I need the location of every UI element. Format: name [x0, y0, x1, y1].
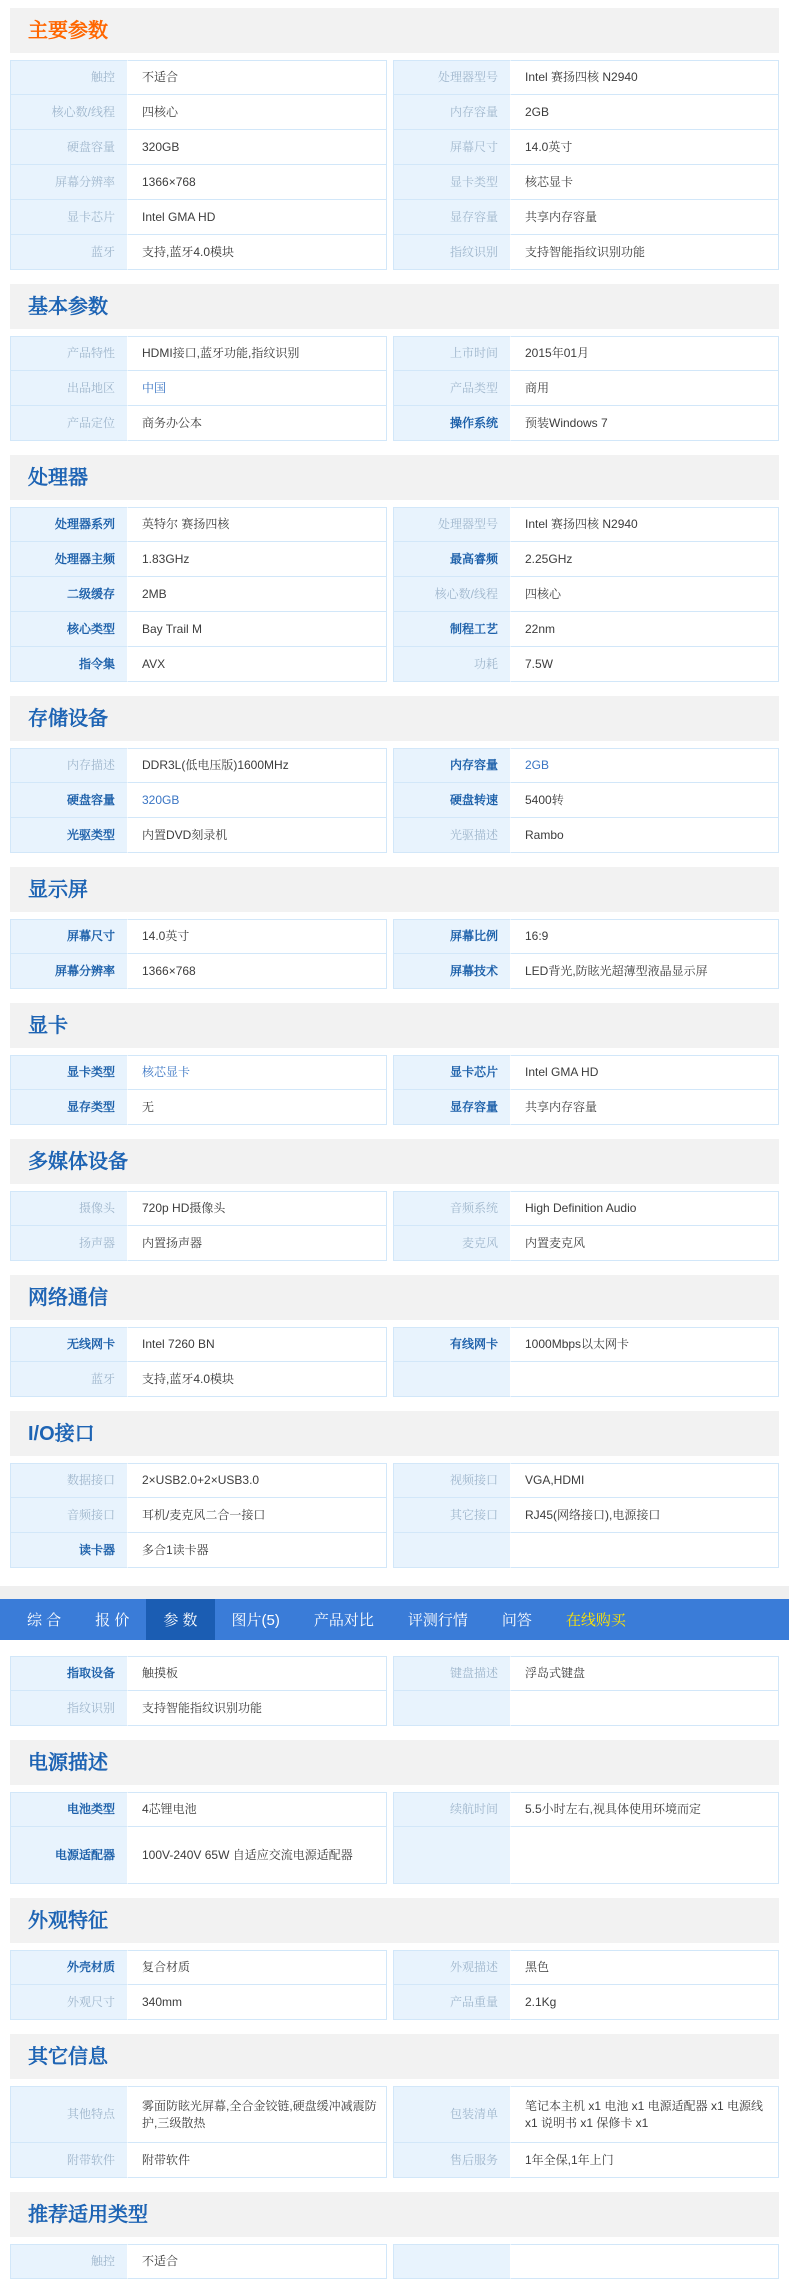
spec-row [10, 783, 779, 818]
spec-table [10, 336, 779, 441]
spec-row [10, 1226, 779, 1261]
spec-label: 显卡类型 [393, 165, 511, 200]
spec-value-link[interactable]: 中国 [128, 371, 387, 406]
spec-table [10, 1055, 779, 1125]
spec-label [393, 2244, 511, 2279]
spec-value: 720p HD摄像头 [128, 1191, 387, 1226]
spec-value: 7.5W [511, 647, 779, 682]
section-title: 电源描述 [28, 1751, 108, 1774]
spec-label: 二级缓存 [10, 577, 128, 612]
spec-table [10, 60, 779, 270]
spec-label: 无线网卡 [10, 1327, 128, 1362]
spec-row [10, 577, 779, 612]
spec-row [10, 1327, 779, 1362]
section-title: 处理器 [28, 466, 88, 489]
section [10, 1898, 779, 2020]
section [10, 284, 779, 441]
spec-value: 2015年01月 [511, 336, 779, 371]
section-title: 多媒体设备 [28, 1150, 128, 1173]
section-header [10, 1003, 779, 1048]
spec-label [393, 1533, 511, 1568]
spec-label: 有线网卡 [393, 1327, 511, 1362]
spec-row [10, 1827, 779, 1884]
spec-row [10, 954, 779, 989]
spec-value: 2.25GHz [511, 542, 779, 577]
section-title: 基本参数 [28, 295, 108, 318]
spec-value: Intel 7260 BN [128, 1327, 387, 1362]
section-header [10, 455, 779, 500]
spec-label: 显存类型 [10, 1090, 128, 1125]
spec-value: 22nm [511, 612, 779, 647]
section-title: I/O接口 [28, 1422, 95, 1445]
spec-label [393, 1691, 511, 1726]
spec-row [10, 2143, 779, 2178]
spec-label: 外壳材质 [10, 1950, 128, 1985]
spec-label: 内存描述 [10, 748, 128, 783]
spec-value: 2×USB2.0+2×USB3.0 [128, 1463, 387, 1498]
nav-bar [0, 1599, 789, 1640]
spec-value: 1000Mbps以太网卡 [511, 1327, 779, 1362]
spec-label: 出品地区 [10, 371, 128, 406]
spec-table [10, 1327, 779, 1397]
sections-top [10, 8, 779, 1568]
spec-row [10, 1985, 779, 2020]
section-header [10, 284, 779, 329]
spec-value: 340mm [128, 1985, 387, 2020]
spec-value: High Definition Audio [511, 1191, 779, 1226]
spec-label [393, 1362, 511, 1397]
nav-top-strip [0, 1586, 789, 1599]
section [10, 1275, 779, 1397]
spec-row [10, 1055, 779, 1090]
spec-value: 复合材质 [128, 1950, 387, 1985]
spec-value: AVX [128, 647, 387, 682]
spec-label: 核心数/线程 [10, 95, 128, 130]
spec-row [10, 95, 779, 130]
spec-row [10, 507, 779, 542]
section [10, 2192, 779, 2279]
spec-value: 多合1读卡器 [128, 1533, 387, 1568]
spec-value: 1366×768 [128, 165, 387, 200]
section [10, 1003, 779, 1125]
section-title: 推荐适用类型 [28, 2203, 148, 2226]
nav-tab-baojia[interactable]: 报 价 [95, 1612, 130, 1629]
section-title: 显示屏 [28, 878, 88, 901]
spec-value-link[interactable]: 2GB [511, 748, 779, 783]
spec-value: Intel 赛扬四核 N2940 [511, 60, 779, 95]
spec-label: 摄像头 [10, 1191, 128, 1226]
section-header [10, 1275, 779, 1320]
spec-label: 触控 [10, 2244, 128, 2279]
spec-label: 屏幕技术 [393, 954, 511, 989]
spec-label: 指取设备 [10, 1656, 128, 1691]
spec-value: 5400转 [511, 783, 779, 818]
spec-label: 售后服务 [393, 2143, 511, 2178]
spec-table [10, 919, 779, 989]
section-header [10, 2192, 779, 2237]
spec-row [10, 200, 779, 235]
spec-table [10, 2086, 779, 2178]
spec-value: Bay Trail M [128, 612, 387, 647]
spec-row [10, 336, 779, 371]
section-header [10, 696, 779, 741]
section [10, 1740, 779, 1884]
section-title: 存储设备 [28, 707, 108, 730]
spec-row [10, 818, 779, 853]
spec-label: 扬声器 [10, 1226, 128, 1261]
spec-label: 显卡芯片 [393, 1055, 511, 1090]
spec-label: 产品重量 [393, 1985, 511, 2020]
spec-label: 光驱类型 [10, 818, 128, 853]
spec-label: 内存容量 [393, 95, 511, 130]
spec-label: 核心类型 [10, 612, 128, 647]
spec-table [10, 1950, 779, 2020]
spec-label: 处理器型号 [393, 507, 511, 542]
spec-label: 麦克风 [393, 1226, 511, 1261]
spec-label: 数据接口 [10, 1463, 128, 1498]
nav-tab-canshu[interactable]: 参 数 [146, 1599, 214, 1640]
spec-row [10, 60, 779, 95]
spec-row [10, 1191, 779, 1226]
spec-value: 触摸板 [128, 1656, 387, 1691]
spec-table [10, 1656, 779, 1726]
spec-value: 笔记本主机 x1 电池 x1 电源适配器 x1 电源线 x1 说明书 x1 保修卡 x1 [511, 2086, 779, 2143]
spec-label: 其它接口 [393, 1498, 511, 1533]
spec-label: 音频接口 [10, 1498, 128, 1533]
spec-value: 核芯显卡 [511, 165, 779, 200]
section [10, 696, 779, 853]
spec-label: 屏幕比例 [393, 919, 511, 954]
spec-row [10, 1950, 779, 1985]
spec-page-bottom [0, 1648, 789, 2279]
section [10, 1411, 779, 1568]
spec-label: 屏幕分辨率 [10, 954, 128, 989]
spec-row [10, 1362, 779, 1397]
spec-label: 产品特性 [10, 336, 128, 371]
spec-value: 无 [128, 1090, 387, 1125]
section [10, 1139, 779, 1261]
spec-label: 音频系统 [393, 1191, 511, 1226]
spec-value: DDR3L(低电压版)1600MHz [128, 748, 387, 783]
spec-label: 硬盘容量 [10, 783, 128, 818]
spec-label: 硬盘容量 [10, 130, 128, 165]
spec-value: Intel 赛扬四核 N2940 [511, 507, 779, 542]
spec-value: 浮岛式键盘 [511, 1656, 779, 1691]
spec-value: 16:9 [511, 919, 779, 954]
spec-label: 蓝牙 [10, 1362, 128, 1397]
spec-value: 1366×768 [128, 954, 387, 989]
spec-value: 内置DVD刻录机 [128, 818, 387, 853]
spec-label: 视频接口 [393, 1463, 511, 1498]
spec-value: 耳机/麦克风二合一接口 [128, 1498, 387, 1533]
spec-row [10, 647, 779, 682]
spec-value: 共享内存容量 [511, 1090, 779, 1125]
spec-row [10, 1463, 779, 1498]
spec-value: 4芯锂电池 [128, 1792, 387, 1827]
section-title: 主要参数 [28, 19, 108, 42]
spec-value: 2MB [128, 577, 387, 612]
spec-label: 指令集 [10, 647, 128, 682]
spec-row [10, 406, 779, 441]
spec-table [10, 748, 779, 853]
spec-label: 指纹识别 [10, 1691, 128, 1726]
spec-row [10, 371, 779, 406]
spec-value: 四核心 [128, 95, 387, 130]
spec-value: 支持智能指纹识别功能 [511, 235, 779, 270]
section-title: 其它信息 [28, 2045, 108, 2068]
section-header [10, 867, 779, 912]
spec-row [10, 542, 779, 577]
section-header [10, 1411, 779, 1456]
spec-value: 不适合 [128, 2244, 387, 2279]
spec-row [10, 1533, 779, 1568]
spec-value: 2.1Kg [511, 1985, 779, 2020]
spec-label: 处理器型号 [393, 60, 511, 95]
spec-label: 内存容量 [393, 748, 511, 783]
spec-label: 读卡器 [10, 1533, 128, 1568]
spec-label: 蓝牙 [10, 235, 128, 270]
spec-row [10, 1656, 779, 1691]
spec-value-link[interactable]: 核芯显卡 [128, 1055, 387, 1090]
spec-value: 雾面防眩光屏幕,全合金铰链,硬盘缓冲减震防护,三级散热 [128, 2086, 387, 2143]
spec-value: 支持,蓝牙4.0模块 [128, 235, 387, 270]
spec-value: 黑色 [511, 1950, 779, 1985]
spec-value: Rambo [511, 818, 779, 853]
spec-table [10, 507, 779, 682]
section-header [10, 1898, 779, 1943]
spec-value: 1年全保,1年上门 [511, 2143, 779, 2178]
spec-label: 电池类型 [10, 1792, 128, 1827]
spec-value: 四核心 [511, 577, 779, 612]
nav-tab-tupian[interactable]: 图片(5) [231, 1612, 280, 1629]
spec-label: 硬盘转速 [393, 783, 511, 818]
spec-value: 1.83GHz [128, 542, 387, 577]
spec-label [393, 1827, 511, 1884]
spec-label: 电源适配器 [10, 1827, 128, 1884]
section-title: 外观特征 [28, 1909, 108, 1932]
spec-label: 显卡芯片 [10, 200, 128, 235]
spec-label: 屏幕尺寸 [393, 130, 511, 165]
spec-value: 内置麦克风 [511, 1226, 779, 1261]
spec-label: 续航时间 [393, 1792, 511, 1827]
sections-bottom [10, 1656, 779, 2279]
spec-row [10, 1792, 779, 1827]
section [10, 1656, 779, 1726]
spec-row [10, 919, 779, 954]
spec-row [10, 165, 779, 200]
spec-label: 键盘描述 [393, 1656, 511, 1691]
spec-value-link[interactable]: 320GB [128, 783, 387, 818]
spec-label: 触控 [10, 60, 128, 95]
spec-label: 产品定位 [10, 406, 128, 441]
spec-label: 核心数/线程 [393, 577, 511, 612]
spec-value: 内置扬声器 [128, 1226, 387, 1261]
spec-value: 附带软件 [128, 2143, 387, 2178]
spec-label: 包装清单 [393, 2086, 511, 2143]
spec-value: VGA,HDMI [511, 1463, 779, 1498]
section [10, 455, 779, 682]
spec-value [511, 1362, 779, 1397]
spec-value: 5.5小时左右,视具体使用环境而定 [511, 1792, 779, 1827]
nav-tab-goumai[interactable]: 在线购买 [565, 1612, 626, 1629]
section [10, 867, 779, 989]
section-title: 网络通信 [28, 1286, 108, 1309]
spec-label: 功耗 [393, 647, 511, 682]
spec-label: 最高睿频 [393, 542, 511, 577]
spec-label: 外观尺寸 [10, 1985, 128, 2020]
spec-value: 支持智能指纹识别功能 [128, 1691, 387, 1726]
spec-value: Intel GMA HD [511, 1055, 779, 1090]
spec-row [10, 235, 779, 270]
spec-label: 屏幕尺寸 [10, 919, 128, 954]
spec-label: 其他特点 [10, 2086, 128, 2143]
spec-value: 不适合 [128, 60, 387, 95]
spec-table [10, 1463, 779, 1568]
spec-value [511, 1691, 779, 1726]
spec-label: 操作系统 [393, 406, 511, 441]
spec-table [10, 1792, 779, 1884]
spec-value: 2GB [511, 95, 779, 130]
spec-value: 预装Windows 7 [511, 406, 779, 441]
spec-label: 屏幕分辨率 [10, 165, 128, 200]
spec-value: 14.0英寸 [511, 130, 779, 165]
spec-value [511, 1827, 779, 1884]
spec-value: 英特尔 赛扬四核 [128, 507, 387, 542]
spec-row [10, 2244, 779, 2279]
spec-value: 商务办公本 [128, 406, 387, 441]
spec-row [10, 2086, 779, 2143]
spec-value: Intel GMA HD [128, 200, 387, 235]
spec-label: 处理器主频 [10, 542, 128, 577]
spec-row [10, 1691, 779, 1726]
spec-label: 制程工艺 [393, 612, 511, 647]
spec-value: 100V-240V 65W 自适应交流电源适配器 [128, 1827, 387, 1884]
spec-value: RJ45(网络接口),电源接口 [511, 1498, 779, 1533]
spec-label: 显卡类型 [10, 1055, 128, 1090]
spec-value: 商用 [511, 371, 779, 406]
section-header [10, 2034, 779, 2079]
section-header [10, 8, 779, 53]
section-header [10, 1139, 779, 1184]
section [10, 8, 779, 270]
spec-label: 显存容量 [393, 200, 511, 235]
spec-label: 附带软件 [10, 2143, 128, 2178]
spec-label: 外观描述 [393, 1950, 511, 1985]
spec-value: HDMI接口,蓝牙功能,指纹识别 [128, 336, 387, 371]
spec-value: 支持,蓝牙4.0模块 [128, 1362, 387, 1397]
nav-tab-pingce[interactable]: 评测行情 [407, 1612, 468, 1629]
spec-table [10, 2244, 779, 2279]
nav-tab-wenda[interactable]: 问答 [501, 1612, 532, 1629]
spec-label: 产品类型 [393, 371, 511, 406]
spec-table [10, 1191, 779, 1261]
spec-label: 处理器系列 [10, 507, 128, 542]
spec-value: 共享内存容量 [511, 200, 779, 235]
section-title: 显卡 [28, 1014, 68, 1037]
spec-row [10, 612, 779, 647]
spec-label: 上市时间 [393, 336, 511, 371]
nav-tab-duibi[interactable]: 产品对比 [313, 1612, 374, 1629]
spec-label: 光驱描述 [393, 818, 511, 853]
spec-value: 14.0英寸 [128, 919, 387, 954]
spec-value: LED背光,防眩光超薄型液晶显示屏 [511, 954, 779, 989]
section-header [10, 1740, 779, 1785]
spec-row [10, 748, 779, 783]
spec-row [10, 130, 779, 165]
spec-value: 320GB [128, 130, 387, 165]
section [10, 2034, 779, 2178]
spec-value [511, 2244, 779, 2279]
spec-value [511, 1533, 779, 1568]
nav-wrap [0, 1586, 789, 1640]
spec-label: 指纹识别 [393, 235, 511, 270]
nav-tab-zonghe[interactable]: 综 合 [27, 1612, 62, 1629]
spec-row [10, 1498, 779, 1533]
spec-row [10, 1090, 779, 1125]
spec-label: 显存容量 [393, 1090, 511, 1125]
